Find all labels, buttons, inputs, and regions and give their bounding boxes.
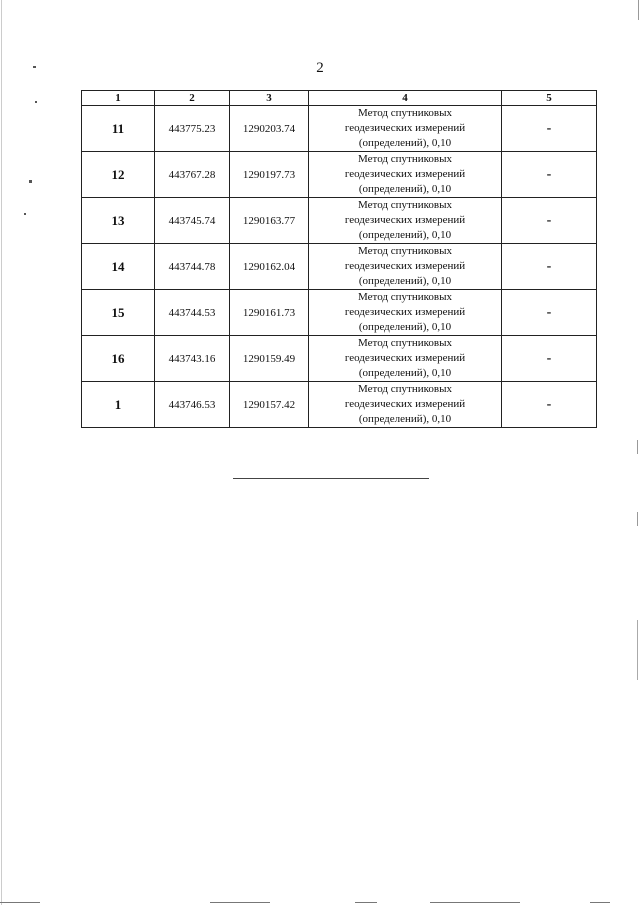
footer-rule (233, 478, 429, 479)
method-line: геодезических измерений (344, 168, 466, 180)
method-line: Метод спутниковых (358, 107, 452, 119)
method-line: Метод спутниковых (358, 337, 452, 349)
coordinate-y: 1290203.74 (230, 106, 309, 152)
point-number: 16 (82, 336, 155, 382)
coordinate-x: 443743.16 (155, 336, 230, 382)
method-line: Метод спутниковых (358, 153, 452, 165)
scan-mark (590, 902, 610, 903)
scan-mark (35, 101, 37, 103)
note: - (502, 152, 597, 198)
scan-mark (430, 902, 520, 903)
coordinate-x: 443767.28 (155, 152, 230, 198)
point-number: 12 (82, 152, 155, 198)
note: - (502, 106, 597, 152)
method-accuracy (309, 244, 502, 290)
method-line: геодезических измерений (344, 352, 466, 364)
method-accuracy (309, 198, 502, 244)
table-row (82, 198, 597, 244)
coordinate-y: 1290197.73 (230, 152, 309, 198)
point-number: 14 (82, 244, 155, 290)
method-accuracy (309, 382, 502, 428)
scan-mark (637, 440, 638, 454)
table-row (82, 106, 597, 152)
scan-mark (29, 180, 32, 183)
scan-mark (637, 512, 638, 526)
method-line: (определений), 0,10 (358, 137, 452, 149)
scan-mark (33, 66, 36, 68)
scan-mark (0, 902, 40, 903)
coordinate-y: 1290161.73 (230, 290, 309, 336)
scan-mark (1, 0, 2, 905)
method-accuracy (309, 152, 502, 198)
method-accuracy (309, 336, 502, 382)
coordinate-x: 443746.53 (155, 382, 230, 428)
coordinates-table (81, 90, 597, 428)
scan-mark (637, 620, 638, 680)
method-line: (определений), 0,10 (358, 413, 452, 425)
table-row (82, 244, 597, 290)
header-col-4: 4 (309, 91, 502, 106)
header-col-1: 1 (82, 91, 155, 106)
header-col-5: 5 (502, 91, 597, 106)
method-accuracy (309, 106, 502, 152)
method-line: геодезических измерений (344, 306, 466, 318)
coordinate-y: 1290162.04 (230, 244, 309, 290)
method-line: геодезических измерений (344, 260, 466, 272)
point-number: 13 (82, 198, 155, 244)
method-line: (определений), 0,10 (358, 367, 452, 379)
note: - (502, 382, 597, 428)
note: - (502, 290, 597, 336)
method-line: (определений), 0,10 (358, 183, 452, 195)
method-line: геодезических измерений (344, 214, 466, 226)
table-row (82, 336, 597, 382)
method-line: Метод спутниковых (358, 291, 452, 303)
note: - (502, 198, 597, 244)
coordinate-x: 443744.78 (155, 244, 230, 290)
point-number: 15 (82, 290, 155, 336)
scan-mark (355, 902, 377, 903)
point-number: 11 (82, 106, 155, 152)
method-line: геодезических измерений (344, 398, 466, 410)
note: - (502, 244, 597, 290)
scan-mark (24, 213, 26, 215)
method-line: (определений), 0,10 (358, 229, 452, 241)
method-line: Метод спутниковых (358, 383, 452, 395)
scan-mark (210, 902, 270, 903)
coordinate-x: 443745.74 (155, 198, 230, 244)
coordinate-x: 443744.53 (155, 290, 230, 336)
page-number: 2 (316, 60, 324, 76)
method-line: (определений), 0,10 (358, 275, 452, 287)
method-line: Метод спутниковых (358, 245, 452, 257)
method-line: Метод спутниковых (358, 199, 452, 211)
scan-mark (638, 0, 639, 20)
method-line: (определений), 0,10 (358, 321, 452, 333)
method-accuracy (309, 290, 502, 336)
note: - (502, 336, 597, 382)
coordinate-x: 443775.23 (155, 106, 230, 152)
table-row (82, 152, 597, 198)
coordinate-y: 1290159.49 (230, 336, 309, 382)
coordinate-y: 1290163.77 (230, 198, 309, 244)
method-line: геодезических измерений (344, 122, 466, 134)
table-row (82, 382, 597, 428)
table-header-row (82, 91, 597, 106)
table-row (82, 290, 597, 336)
header-col-3: 3 (230, 91, 309, 106)
header-col-2: 2 (155, 91, 230, 106)
point-number: 1 (82, 382, 155, 428)
coordinate-y: 1290157.42 (230, 382, 309, 428)
